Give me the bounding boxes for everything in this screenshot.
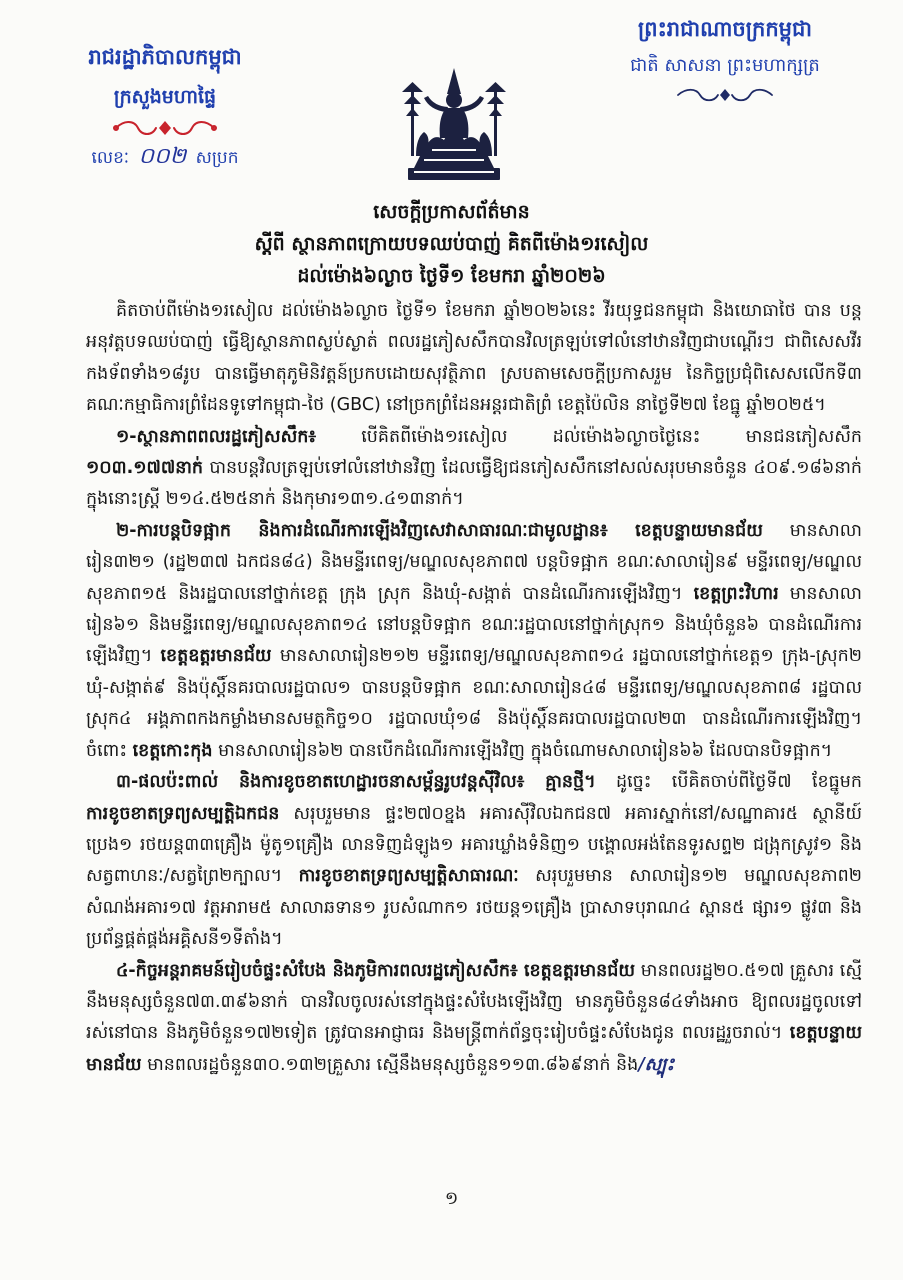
bold-text-segment: ២-ការបន្តបិទផ្អាក និងការដំណើរការឡើងវិញសេវាសាធារណៈជាមូលដ្ឋាន៖ ខេត្តបន្ទាយមានជ័យ [116, 520, 763, 541]
bold-text-segment: ១-ស្ថានភាពពលរដ្ឋភៀសសឹក៖ [116, 426, 317, 447]
title-line-1: សេចក្តីប្រកាសព័ត៌មាន [373, 201, 530, 223]
right-header [590, 12, 860, 104]
bold-text-segment: ការខូចខាតទ្រព្យសម្បត្តិឯកជន [86, 803, 280, 824]
text-segment: ដូច្នេះ បើគិតចាប់ពីថ្ងៃទី៧ ខែធ្នូមក [595, 772, 862, 793]
bold-text-segment: ខេត្តបន្ទាយមានជ័យ [86, 1023, 862, 1075]
text-segment: បានបន្តវិលត្រឡប់ទៅលំនៅឋានវិញ ដែលធ្វើឱ្យជនភៀសសឹកនៅសល់សរុបមានចំនួន ៤០៩.១៨៦នាក់ ក្នុងនោះស្ត្រី ២១៤.៥២៥នាក់ និងកុមារ១៣១.៤១៣នាក់។ [86, 458, 862, 510]
body-paragraph [86, 516, 862, 767]
text-segment: មានសាលារៀន៣២១ (រដ្ឋ២៣៧ ឯកជន៨៤) និងមន្ទីរពេទ្យ/មណ្ឌលសុខភាព៧ បន្តបិទផ្អាក ខណៈសាលារៀន៩ មន្ទីរពេទ្យ/មណ្ឌលសុខភាព១៥ និងរដ្ឋបាលនៅថ្នាក់ខេត្ត ក្រុង ស្រុក និងឃុំ-សង្កាត់ បានដំណើរការឡើងវិញ។ [86, 520, 862, 604]
body-paragraph [86, 956, 862, 1082]
title-line-2: ស្តីពី ស្ថានភាពក្រោយបទឈប់បាញ់ គិតពីម៉ោង១រសៀល [254, 233, 649, 255]
reference-number-line [40, 142, 290, 173]
left-header [40, 40, 290, 173]
text-segment: មានសាលារៀន៦១ និងមន្ទីរពេទ្យ/មណ្ឌលសុខភាព១៤ នៅបន្តបិទផ្អាក ខណៈរដ្ឋបាលនៅថ្នាក់ស្រុក១ និងឃុំចំនួន៦ បានដំណើរការឡើងវិញ។ [86, 583, 862, 667]
text-segment: សរុបរួមមាន សាលារៀន១២ មណ្ឌលសុខភាព២ សំណង់អគារ១៧ វត្តអារាម៥ សាលាឆទាន១ រូបសំណាក១ រថយន្ត១គ្រឿង ប្រាសាទបុរាណ៤ ស្ពាន៥ ផ្សារ១ ផ្លូវ៣ និងប្រព័ន្ធផ្គត់ផ្គង់អគ្គិសនី១ទីតាំង។ [86, 866, 862, 950]
ornament-divider-icon [670, 86, 780, 104]
text-segment: មានសាលារៀន៦២ បានបើកដំណើរការឡើងវិញ ក្នុងចំណោមសាលារៀន៦៦ ដែលបានបិទផ្អាក។ [212, 740, 833, 761]
bold-text-segment: ខេត្តកោះកុង [132, 740, 213, 761]
text-segment: សរុបរួមមាន ផ្ទះ២៧០ខ្នង អគារស៊ីវិលឯកជន៧ អគារស្នាក់នៅ/សណ្ឋាគារ៥ ស្ថានីយ៍ប្រេង១ រថយន្ត៣៣គ្រឿង ម៉ូតូ១គ្រឿង លានទិញដំឡូង១ អគារឃ្លាំងទំនិញ១ បង្គោលអង់តែនទូរសព្ទ២ ជង្រុកស្រូវ១ និងសត្វពាហនៈ/សត្វព្រៃ២ក្បាល។ [86, 803, 862, 887]
text-segment: បើគិតពីម៉ោង១រសៀល ដល់ម៉ោង៦ល្ងាចថ្ងៃនេះ មានជនភៀសសឹក [316, 426, 862, 447]
kingdom-name: ព្រះរាជាណាចក្រកម្ពុជា [637, 17, 812, 41]
text-segment: មានពលរដ្ឋចំនួន៣០.១៣២គ្រួសារ ស្មើនឹងមនុស្សចំនួន១១៣.៨៦៩នាក់ និង [141, 1054, 639, 1075]
body-paragraph [86, 296, 862, 422]
reference-code: សប្រក [195, 148, 239, 168]
bold-text-segment: ៣-ផលប៉ះពាល់ និងការខូចខាតហេដ្ឋារចនាសម្ព័ន្ធរូបវន្តស៊ីវិល៖ គ្មានថ្មី។ [116, 772, 596, 793]
ornament-divider-icon [110, 118, 220, 138]
royal-emblem-icon [394, 60, 514, 182]
body-paragraph [86, 422, 862, 516]
national-motto: ជាតិ សាសនា ព្រះមហាក្សត្រ [630, 55, 820, 76]
government-name: រាជរដ្ឋាភិបាលកម្ពុជា [88, 45, 242, 69]
bold-text-segment: ១០៣.១៧៧នាក់ [86, 458, 203, 479]
text-segment: មានពលរដ្ឋ២០.៥១៧ គ្រួសារ ស្មើនឹងមនុស្សចំនួន៧៣.៣៩៦នាក់ បានវិលចូលរស់នៅក្នុងផ្ទះសំបែងឡើងវិញ មានភូមិចំនួន៨៤ទាំងអាច ឱ្យពលរដ្ឋចូលទៅរស់នៅបាន និងភូមិចំនួន១៧២ទៀត ត្រូវបានអាជ្ញាធរ និងមន្ត្រីពាក់ព័ន្ធចុះរៀបចំផ្ទះសំបែងជូន ពលរដ្ឋរួចរាល់។ [86, 960, 862, 1044]
text-segment: គិតចាប់ពីម៉ោង១រសៀល ដល់ម៉ោង៦ល្ងាច ថ្ងៃទី១ ខែមករា ឆ្នាំ២០២៦នេះ វីរយុទ្ធជនកម្ពុជា និងយោធាថៃ បាន បន្តអនុវត្តបទឈប់បាញ់ ធ្វើឱ្យស្ថានភាពស្ងប់ស្ងាត់ ពលរដ្ឋភៀសសឹកបានវិលត្រឡប់ទៅលំនៅឋានវិញជាបណ្តើរៗ ជាពិសេសវីរកងទ័ពទាំង១៨រូប បានធ្វើមាតុភូមិនិវត្តន៍ប្រកបដោយសុវត្ថិភាព ស្របតាមសេចក្តីប្រកាសរួម នៃកិច្ចប្រជុំពិសេសលើកទី៣ គណៈកម្មាធិការព្រំដែនទូទៅកម្ពុជា-ថៃ (GBC) នៅច្រកព្រំដែនអន្តរជាតិព្រំ ខេត្តប៉ៃលិន នាថ្ងៃទី២៧ ខែធ្នូ ឆ្នាំ២០២៥។ [86, 301, 862, 416]
reference-label: លេខៈ [91, 148, 130, 168]
title-line-3: ដល់ម៉ោង៦ល្ងាច ថ្ងៃទី១ ខែមករា ឆ្នាំ២០២៦ [297, 265, 606, 287]
document-body [86, 296, 862, 1156]
text-segment: មានសាលារៀន២១២ មន្ទីរពេទ្យ/មណ្ឌលសុខភាព១៤ រដ្ឋបាលនៅថ្នាក់ខេត្ត១ ក្រុង-ស្រុក២ ឃុំ-សង្កាត់៩ និងប៉ុស្តិ៍នគរបាលរដ្ឋបាល១ បានបន្តបិទផ្អាក ខណៈសាលារៀន៤៨ មន្ទីរពេទ្យ/មណ្ឌលសុខភាព៨ រដ្ឋបាលស្រុក៤ អង្គភាពកងកម្លាំងមានសមត្ថកិច្ច១០ រដ្ឋបាលឃុំ១៨ និងប៉ុស្តិ៍នគរបាលរដ្ឋបាល២៣ បានដំណើរការឡើងវិញ។ ចំពោះ [86, 646, 862, 761]
bold-text-segment: ខេត្តព្រះវិហារ [693, 583, 779, 604]
bold-text-segment: ខេត្តឧត្តរមានជ័យ [160, 646, 272, 667]
continuation-mark: /ស្បុះ [638, 1054, 675, 1075]
page-number: ១ [444, 1188, 459, 1209]
document-title [60, 196, 843, 292]
bold-text-segment: ៤-កិច្ចអន្តរាគមន៍រៀបចំផ្ទះសំបែង និងភូមិការពលរដ្ឋភៀសសឹក៖ ខេត្តឧត្តរមានជ័យ [116, 960, 636, 981]
reference-number-handwritten: ០០២ [138, 144, 187, 169]
body-paragraph [86, 767, 862, 955]
bold-text-segment: ការខូចខាតទ្រព្យសម្បត្តិសាធារណៈ [298, 866, 519, 887]
ministry-name: ក្រសួងមហាផ្ទៃ [113, 86, 217, 108]
